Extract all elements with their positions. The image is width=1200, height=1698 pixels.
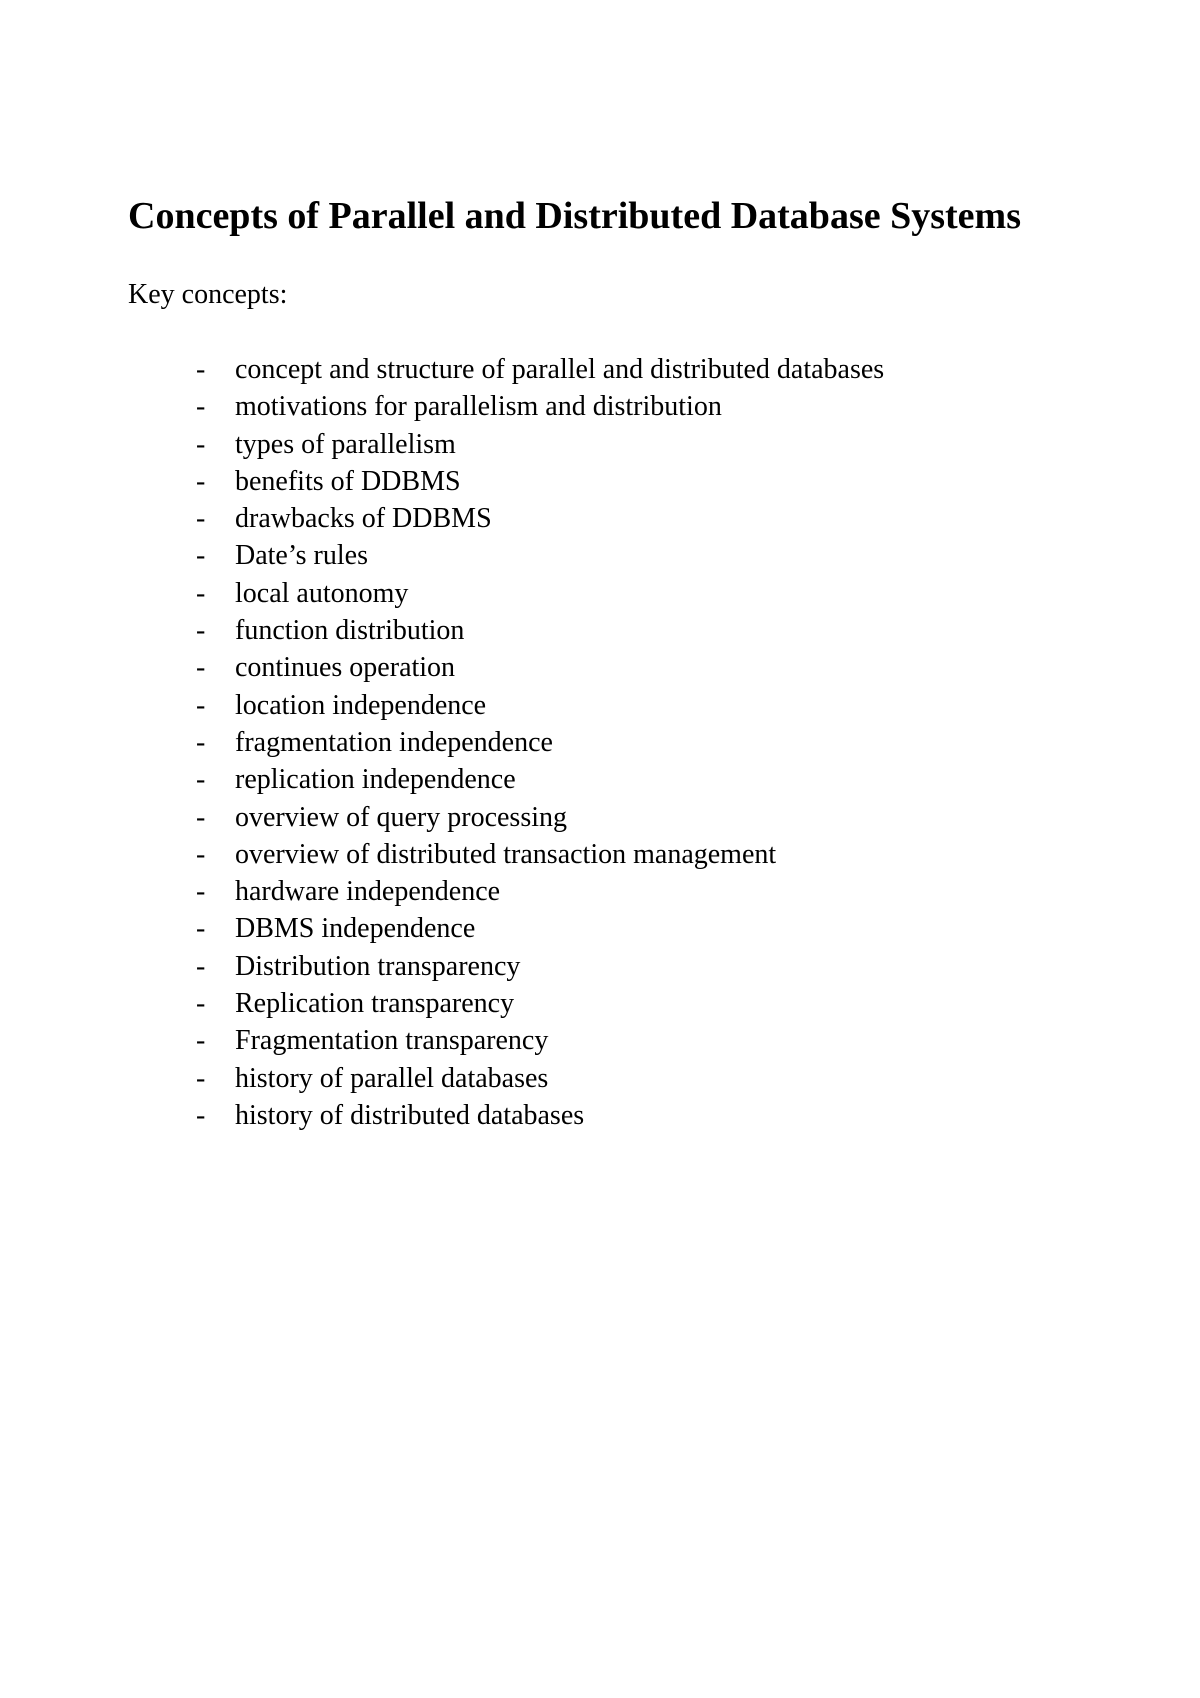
- list-item-text: fragmentation independence: [235, 726, 553, 758]
- bullet-dash: -: [196, 988, 206, 1020]
- bullet-dash: -: [196, 503, 206, 535]
- bullet-dash: -: [196, 913, 206, 945]
- bullet-dash: -: [196, 391, 206, 423]
- bullet-dash: -: [196, 577, 206, 609]
- bullet-dash: -: [196, 801, 206, 833]
- bullet-dash: -: [196, 428, 206, 460]
- list-item-text: Replication transparency: [235, 988, 515, 1020]
- list-item-text: Fragmentation transparency: [235, 1025, 549, 1057]
- bullet-dash: -: [196, 652, 206, 684]
- bullet-dash: -: [196, 950, 206, 982]
- bullet-dash: -: [196, 1025, 206, 1057]
- list-item-text: types of parallelism: [235, 428, 456, 460]
- bullet-dash: -: [196, 838, 206, 870]
- list-item-text: local autonomy: [235, 577, 409, 609]
- intro-text: Key concepts:: [128, 279, 288, 310]
- bullet-dash: -: [196, 726, 206, 758]
- list-item-text: hardware independence: [235, 876, 501, 908]
- bullet-dash: -: [196, 465, 206, 497]
- bullet-dash: -: [196, 1099, 206, 1131]
- list-item-text: replication independence: [235, 764, 516, 796]
- list-item-text: function distribution: [235, 615, 465, 647]
- list-item-text: history of parallel databases: [235, 1062, 549, 1094]
- bullet-dash: -: [196, 1062, 206, 1094]
- list-item-text: DBMS independence: [235, 913, 476, 945]
- list-item-text: continues operation: [235, 652, 456, 684]
- list-item-text: overview of distributed transaction management: [235, 838, 777, 870]
- list-item-text: Distribution transparency: [235, 950, 521, 982]
- bullet-dash: -: [196, 689, 206, 721]
- bullet-dash: -: [196, 764, 206, 796]
- list-item-text: history of distributed databases: [235, 1099, 585, 1131]
- list-item-text: overview of query processing: [235, 801, 568, 833]
- bullet-dash: -: [196, 354, 206, 385]
- list-item-text: concept and structure of parallel and distributed databases: [235, 354, 885, 385]
- bullet-dash: -: [196, 540, 206, 572]
- list-item-text: motivations for parallelism and distribution: [235, 391, 722, 423]
- bullet-dash: -: [196, 615, 206, 647]
- list-item-text: benefits of DDBMS: [235, 465, 461, 497]
- bullet-dash: -: [196, 876, 206, 908]
- list-item-text: location independence: [235, 689, 487, 721]
- page-title: Concepts of Parallel and Distributed Database Systems: [128, 195, 1021, 237]
- list-item-text: drawbacks of DDBMS: [235, 503, 492, 535]
- list-item-text: Date’s rules: [235, 540, 368, 572]
